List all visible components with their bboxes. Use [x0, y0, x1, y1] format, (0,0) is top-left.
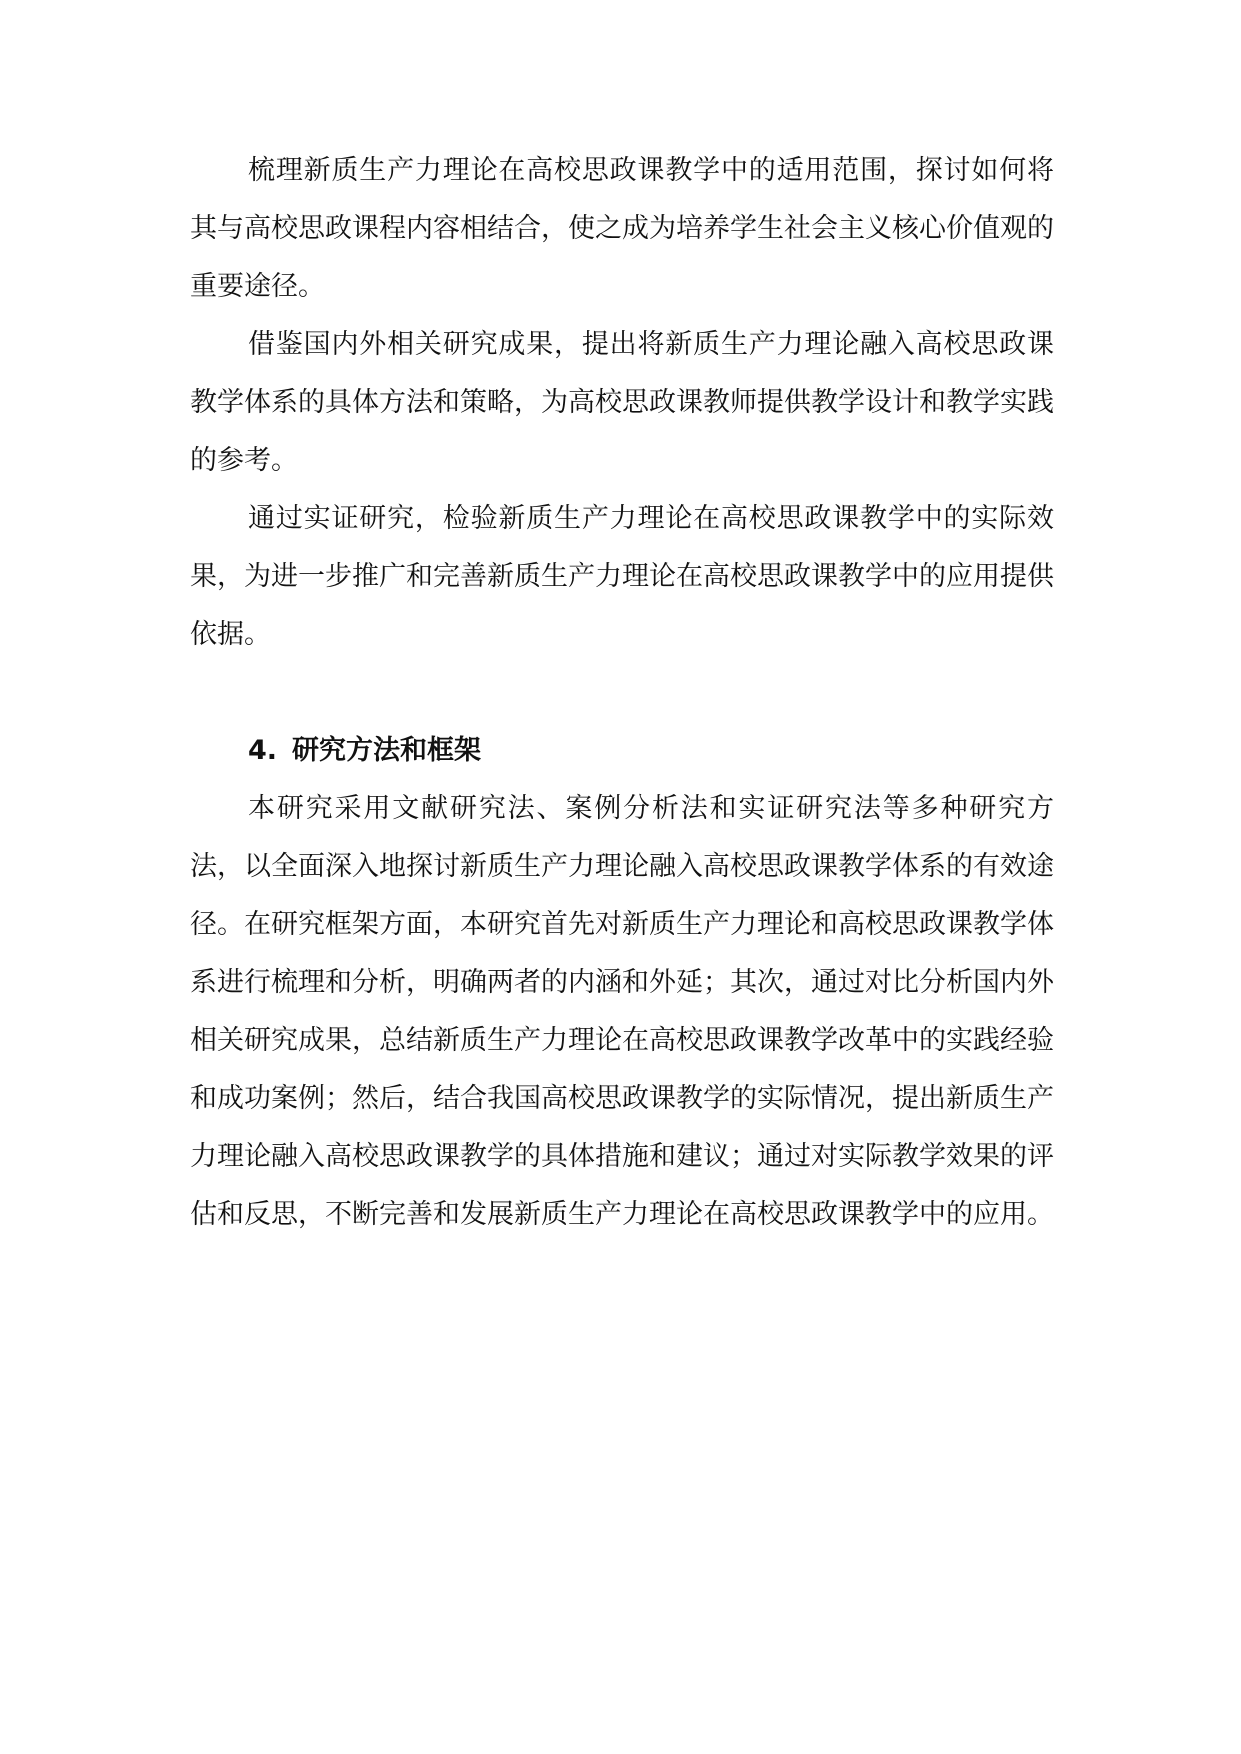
document-body — [190, 142, 1054, 1244]
paragraph-methods-strategies: 借鉴国内外相关研究成果，提出将新质生产力理论融入高校思政课教学体系的具体方法和策略，为高校思政课教师提供教学设计和教学实践的参考。 — [190, 329, 1054, 476]
section-heading — [190, 722, 1054, 780]
section-number: 4. — [248, 735, 278, 766]
paragraph-empirical-research: 通过实证研究，检验新质生产力理论在高校思政课教学中的实际效果，为进一步推广和完善新质生产力理论在高校思政课教学中的应用提供依据。 — [190, 503, 1054, 650]
paragraph-research-framework: 本研究采用文献研究法、案例分析法和实证研究法等多种研究方法，以全面深入地探讨新质生产力理论融入高校思政课教学体系的有效途径。在研究框架方面，本研究首先对新质生产力理论和高校思政课教学体系进行梳理和分析，明确两者的内涵和外延；其次，通过对比分析国内外相关研究成果，总结新质生产力理论在高校思政课教学改革中的实践经验和成功案例；然后，结合我国高校思政课教学的实际情况，提出新质生产力理论融入高校思政课教学的具体措施和建议；通过对实际教学效果的评估和反思，不断完善和发展新质生产力理论在高校思政课教学中的应用。 — [190, 793, 1054, 1230]
section-title: 研究方法和框架 — [292, 735, 481, 766]
paragraph-scope: 梳理新质生产力理论在高校思政课教学中的适用范围，探讨如何将其与高校思政课程内容相结合，使之成为培养学生社会主义核心价值观的重要途径。 — [190, 155, 1054, 302]
